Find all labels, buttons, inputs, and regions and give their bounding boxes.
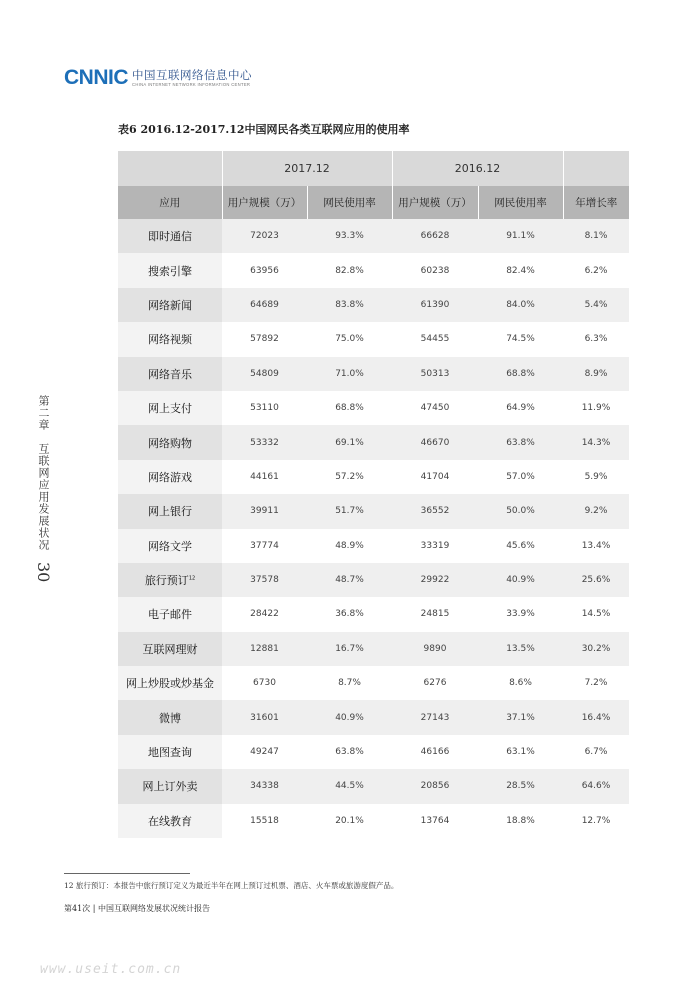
cell-users-2017 (222, 253, 307, 287)
cell-users-2017-text: 49247 (250, 747, 279, 758)
table-row (118, 425, 629, 459)
cell-rate-2017-text: 57.2% (335, 471, 364, 482)
table-row (118, 288, 629, 322)
table-row (118, 632, 629, 666)
cell-app-text: 搜索引擎 (148, 264, 192, 278)
cell-users-2016-text: 24815 (420, 609, 450, 620)
cell-users-2016-text: 36552 (420, 506, 450, 517)
cell-rate-2016 (478, 288, 563, 322)
cell-app (118, 769, 222, 803)
cell-users-2017-text: 44161 (250, 471, 279, 482)
cell-users-2017-text: 12881 (250, 643, 279, 654)
cell-users-2016 (392, 253, 478, 287)
cell-rate-2016-text: 18.8% (506, 815, 535, 826)
cell-app-text: 互联网理财 (142, 642, 198, 656)
footnote: 12 旅行预订：本报告中旅行预订定义为最近半年在网上预订过机票、酒店、火车票或旅游度假产品。 (64, 881, 399, 890)
cell-users-2017 (222, 804, 307, 838)
cell-users-2016 (392, 666, 478, 700)
cell-rate-2016 (478, 425, 563, 459)
cell-users-2017 (222, 322, 307, 356)
cell-growth-text: 16.4% (581, 712, 611, 723)
cell-growth-text: 7.2% (584, 678, 608, 689)
cell-rate-2016 (478, 597, 563, 631)
cell-growth (563, 700, 629, 734)
table-row (118, 529, 629, 563)
cell-rate-2017-text: 68.8% (335, 403, 364, 414)
cell-app-text: 网络音乐 (148, 367, 192, 381)
cell-growth (563, 322, 629, 356)
table-row (118, 253, 629, 287)
cell-app-text: 网上订外卖 (142, 780, 198, 794)
cell-rate-2016-text: 37.1% (506, 712, 535, 723)
cell-growth-text: 6.2% (584, 265, 608, 276)
cell-rate-2016 (478, 666, 563, 700)
cell-rate-2016 (478, 632, 563, 666)
cell-rate-2017 (307, 700, 392, 734)
cell-users-2016 (392, 769, 478, 803)
header-row-periods (118, 151, 629, 186)
cell-users-2016-text: 46670 (420, 437, 450, 448)
cell-app-text: 网上银行 (148, 505, 192, 519)
cell-rate-2016 (478, 700, 563, 734)
cell-app (118, 700, 222, 734)
cell-rate-2016-text: 8.6% (509, 678, 532, 689)
cell-users-2017-text: 39911 (250, 506, 279, 517)
table-row (118, 597, 629, 631)
cell-users-2016-text: 54455 (420, 334, 450, 345)
cell-rate-2017 (307, 391, 392, 425)
cell-app (118, 460, 222, 494)
cell-users-2016-text: 13764 (420, 815, 450, 826)
cell-rate-2016 (478, 494, 563, 528)
cell-rate-2016 (478, 804, 563, 838)
cell-growth-text: 6.3% (584, 334, 608, 345)
cell-rate-2016 (478, 563, 563, 597)
cell-growth-text: 14.3% (581, 437, 611, 448)
cell-users-2017 (222, 597, 307, 631)
cell-growth (563, 357, 629, 391)
cell-rate-2017 (307, 288, 392, 322)
cell-rate-2016-text: 91.1% (506, 231, 535, 242)
cell-users-2016 (392, 494, 478, 528)
cell-users-2016 (392, 804, 478, 838)
cell-rate-2016 (478, 769, 563, 803)
table-row (118, 804, 629, 838)
cell-users-2016 (392, 700, 478, 734)
table-title: 表6 2016.12-2017.12中国网民各类互联网应用的使用率 (118, 123, 410, 136)
cell-app (118, 597, 222, 631)
cell-users-2016 (392, 391, 478, 425)
cell-rate-2016-text: 40.9% (506, 575, 535, 586)
cell-growth (563, 563, 629, 597)
cell-growth (563, 288, 629, 322)
table-body (118, 219, 629, 838)
cell-rate-2017-text: 83.8% (335, 299, 364, 310)
cell-users-2017-text: 6730 (253, 678, 276, 689)
cell-users-2016-text: 60238 (420, 265, 450, 276)
cell-rate-2016-text: 64.9% (506, 403, 535, 414)
cell-app-text: 微博 (159, 711, 181, 725)
cell-app-text: 网络视频 (148, 333, 192, 347)
cell-app-text: 网络文学 (148, 539, 192, 553)
cell-users-2016 (392, 425, 478, 459)
cell-rate-2016 (478, 529, 563, 563)
cell-app (118, 253, 222, 287)
cell-growth-text: 11.9% (581, 403, 611, 414)
cell-rate-2017 (307, 735, 392, 769)
cell-growth-text: 5.9% (584, 471, 608, 482)
table-row (118, 494, 629, 528)
cell-app-text: 网上支付 (148, 402, 192, 416)
cell-users-2017 (222, 529, 307, 563)
cell-app (118, 529, 222, 563)
cell-users-2016-text: 6276 (423, 678, 447, 689)
cell-growth (563, 425, 629, 459)
cell-users-2017-text: 37774 (250, 540, 279, 551)
cell-rate-2016 (478, 391, 563, 425)
logo-name-cn: 中国互联网络信息中心 (132, 67, 252, 82)
cell-users-2017 (222, 460, 307, 494)
cell-rate-2017-text: 8.7% (338, 678, 361, 689)
cell-users-2017-text: 53110 (250, 403, 279, 414)
cell-growth (563, 460, 629, 494)
cell-app-text: 在线教育 (148, 814, 192, 828)
header-period-2017: 2017.12 (222, 151, 392, 186)
cell-rate-2017 (307, 804, 392, 838)
cell-growth-text: 25.6% (581, 575, 611, 586)
cell-users-2016-text: 66628 (420, 231, 450, 242)
table-row (118, 700, 629, 734)
watermark: www.useit.com.cn (40, 962, 182, 977)
header-blank (118, 151, 222, 186)
cell-users-2016 (392, 460, 478, 494)
cell-rate-2016-text: 33.9% (506, 609, 535, 620)
chapter-label: 第二章 互联网应用发展状况 (37, 395, 50, 551)
cell-rate-2017-text: 71.0% (335, 368, 364, 379)
cell-growth (563, 769, 629, 803)
cell-users-2017-text: 54809 (250, 368, 279, 379)
cell-growth-text: 30.2% (581, 643, 611, 654)
cell-app (118, 391, 222, 425)
cell-users-2016-text: 61390 (420, 299, 450, 310)
col-header-growth: 年增长率 (563, 186, 629, 219)
cell-app (118, 666, 222, 700)
cell-users-2016 (392, 529, 478, 563)
cell-rate-2016 (478, 219, 563, 253)
header-row-columns (118, 186, 629, 219)
table-row (118, 735, 629, 769)
cell-rate-2017 (307, 597, 392, 631)
col-header-rate-2017: 网民使用率 (307, 186, 392, 219)
cell-rate-2016-text: 82.4% (506, 265, 535, 276)
cell-rate-2016-text: 74.5% (506, 334, 535, 345)
cell-rate-2017 (307, 529, 392, 563)
cell-app-text: 电子邮件 (148, 608, 192, 622)
cell-users-2017-text: 63956 (250, 265, 279, 276)
cell-app (118, 804, 222, 838)
cell-users-2017-text: 57892 (250, 334, 279, 345)
cell-users-2016 (392, 219, 478, 253)
cell-users-2017 (222, 666, 307, 700)
logo-text (132, 69, 252, 88)
col-header-users-2017: 用户规模（万） (222, 186, 307, 219)
cell-rate-2017-text: 51.7% (335, 506, 364, 517)
cell-rate-2016 (478, 357, 563, 391)
cell-rate-2017-text: 44.5% (335, 781, 364, 792)
page-number: 30 (34, 562, 53, 583)
cell-users-2016-text: 33319 (420, 540, 450, 551)
cell-rate-2016-text: 45.6% (506, 540, 535, 551)
cell-rate-2017-text: 48.7% (335, 575, 364, 586)
cell-users-2017-text: 64689 (250, 299, 279, 310)
logo-name-en: CHINA INTERNET NETWORK INFORMATION CENTER (132, 81, 251, 87)
cell-growth-text: 14.5% (581, 609, 611, 620)
cell-growth (563, 632, 629, 666)
cell-users-2016-text: 47450 (420, 403, 450, 414)
cell-users-2016-text: 9890 (423, 643, 447, 654)
cell-app (118, 494, 222, 528)
cell-users-2016 (392, 563, 478, 597)
cell-growth (563, 391, 629, 425)
cell-rate-2017-text: 69.1% (335, 437, 364, 448)
cell-users-2016 (392, 322, 478, 356)
cell-users-2017 (222, 391, 307, 425)
cell-app-text: 旅行预订 (144, 574, 189, 588)
cell-rate-2016-text: 84.0% (506, 299, 535, 310)
cell-users-2016 (392, 288, 478, 322)
cell-rate-2016-text: 57.0% (506, 471, 535, 482)
cell-users-2016-text: 27143 (420, 712, 450, 723)
cell-growth-text: 8.9% (584, 368, 608, 379)
cell-rate-2017-text: 82.8% (335, 265, 364, 276)
footnote-marker: 12 (188, 575, 196, 582)
cell-growth (563, 666, 629, 700)
cell-rate-2017-text: 16.7% (335, 643, 364, 654)
table-row (118, 322, 629, 356)
cell-growth-text: 5.4% (584, 299, 608, 310)
cell-rate-2016 (478, 460, 563, 494)
cell-app-text: 地图查询 (148, 746, 192, 760)
cell-growth-text: 12.7% (581, 815, 611, 826)
cell-users-2017-text: 53332 (250, 437, 279, 448)
cell-growth (563, 494, 629, 528)
cell-app (118, 563, 222, 597)
cell-users-2017 (222, 700, 307, 734)
report-footer: 第41次 | 中国互联网络发展状况统计报告 (64, 904, 210, 913)
usage-table (118, 151, 629, 838)
cell-growth (563, 219, 629, 253)
cell-app-text: 网上炒股或炒基金 (126, 677, 214, 691)
cell-rate-2016 (478, 253, 563, 287)
cell-users-2016-text: 41704 (420, 471, 450, 482)
cell-rate-2017-text: 48.9% (335, 540, 364, 551)
cell-users-2016 (392, 597, 478, 631)
cnnic-logo (64, 66, 252, 90)
col-header-users-2016: 用户规模（万） (392, 186, 478, 219)
cell-rate-2016-text: 13.5% (506, 643, 535, 654)
cell-growth (563, 597, 629, 631)
cell-users-2016-text: 29922 (420, 575, 450, 586)
cell-growth (563, 735, 629, 769)
table-row (118, 563, 629, 597)
cell-rate-2017 (307, 253, 392, 287)
cell-rate-2017-text: 40.9% (335, 712, 364, 723)
cell-rate-2017-text: 75.0% (335, 334, 364, 345)
cell-users-2017-text: 31601 (250, 712, 279, 723)
cell-users-2017 (222, 288, 307, 322)
cell-rate-2017 (307, 357, 392, 391)
cell-rate-2017 (307, 563, 392, 597)
cell-app (118, 735, 222, 769)
cell-growth (563, 253, 629, 287)
table-row (118, 460, 629, 494)
cell-app (118, 357, 222, 391)
cell-users-2017-text: 15518 (250, 815, 279, 826)
cell-rate-2017 (307, 494, 392, 528)
table-row (118, 357, 629, 391)
cell-rate-2017-text: 20.1% (335, 815, 364, 826)
cell-rate-2016-text: 28.5% (506, 781, 535, 792)
cell-users-2017 (222, 769, 307, 803)
cell-app (118, 632, 222, 666)
cell-app (118, 219, 222, 253)
cell-rate-2017 (307, 322, 392, 356)
cell-rate-2017 (307, 460, 392, 494)
cell-app-text: 网络购物 (148, 436, 192, 450)
cell-users-2017 (222, 425, 307, 459)
cell-rate-2017 (307, 425, 392, 459)
table-row (118, 391, 629, 425)
cell-rate-2016-text: 63.8% (506, 437, 535, 448)
cell-rate-2017 (307, 769, 392, 803)
cell-growth-text: 8.1% (584, 231, 608, 242)
table-row (118, 219, 629, 253)
cell-growth-text: 9.2% (584, 506, 608, 517)
cell-users-2017-text: 37578 (250, 575, 279, 586)
cell-app-text: 即时通信 (148, 230, 192, 244)
cell-users-2017 (222, 219, 307, 253)
cell-rate-2016 (478, 322, 563, 356)
cell-rate-2017 (307, 666, 392, 700)
cell-rate-2017 (307, 632, 392, 666)
cell-users-2017-text: 34338 (250, 781, 279, 792)
cell-app-text: 网络游戏 (148, 470, 192, 484)
cell-rate-2017-text: 93.3% (335, 231, 364, 242)
cell-users-2017 (222, 735, 307, 769)
cell-rate-2016-text: 50.0% (506, 506, 535, 517)
cell-users-2017 (222, 494, 307, 528)
table-row (118, 769, 629, 803)
header-period-2016: 2016.12 (392, 151, 563, 186)
cell-app (118, 288, 222, 322)
cell-rate-2016-text: 68.8% (506, 368, 535, 379)
cell-rate-2016-text: 63.1% (506, 747, 535, 758)
cell-users-2016 (392, 735, 478, 769)
cell-growth (563, 804, 629, 838)
cell-rate-2017-text: 36.8% (335, 609, 364, 620)
col-header-rate-2016: 网民使用率 (478, 186, 563, 219)
cell-users-2016 (392, 357, 478, 391)
cell-growth-text: 6.7% (584, 747, 608, 758)
cell-users-2017-text: 28422 (250, 609, 279, 620)
cell-growth-text: 64.6% (581, 781, 611, 792)
logo-mark: CNNIC (64, 66, 128, 89)
footnote-divider (64, 873, 190, 874)
cell-users-2016 (392, 632, 478, 666)
col-header-app: 应用 (118, 186, 222, 219)
cell-growth-text: 13.4% (581, 540, 611, 551)
cell-users-2016-text: 50313 (420, 368, 450, 379)
header-blank-growth (563, 151, 629, 186)
cell-rate-2017 (307, 219, 392, 253)
cell-rate-2017-text: 63.8% (335, 747, 364, 758)
cell-users-2017 (222, 357, 307, 391)
cell-app-text: 网络新闻 (148, 298, 192, 312)
cell-users-2017 (222, 632, 307, 666)
cell-users-2017-text: 72023 (250, 231, 279, 242)
cell-rate-2016 (478, 735, 563, 769)
cell-app (118, 322, 222, 356)
cell-users-2016-text: 46166 (420, 747, 450, 758)
cell-users-2016-text: 20856 (420, 781, 450, 792)
cell-growth (563, 529, 629, 563)
cell-users-2017 (222, 563, 307, 597)
table-row (118, 666, 629, 700)
cell-app (118, 425, 222, 459)
